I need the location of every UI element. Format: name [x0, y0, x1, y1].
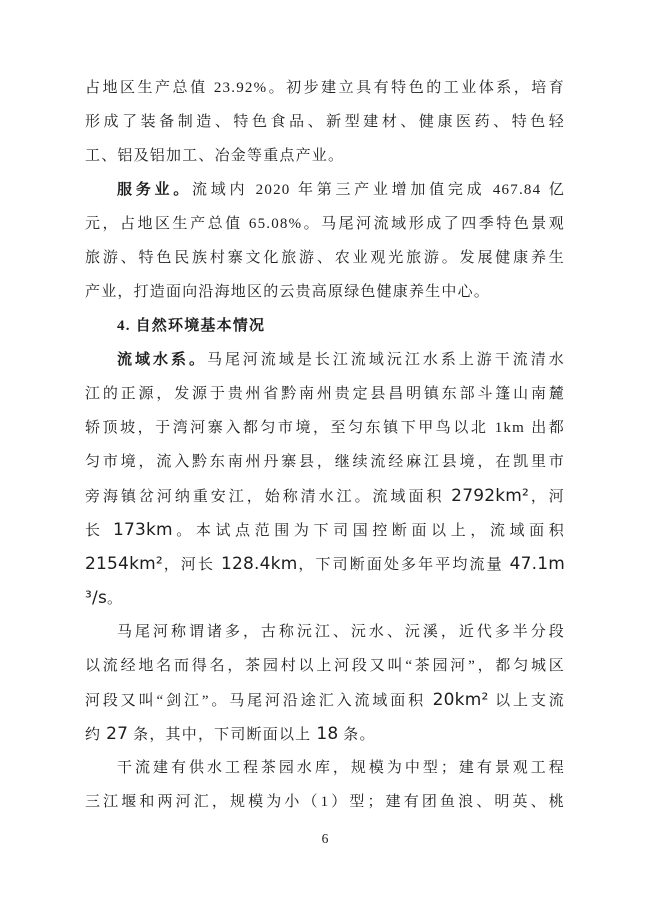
paragraph-body [85, 751, 565, 819]
text-line [85, 547, 565, 581]
text-run-normal: 马尾河流域是长江流域沅江水系上游干流清水 [206, 352, 565, 368]
text-run-normal: 以流经地名而得名，茶园村以上河段又叫“茶园河”，都匀城区 [85, 658, 565, 674]
text-run-bold: 流域水系。 [117, 352, 207, 368]
paragraph-body [85, 615, 565, 751]
paragraph-body [85, 173, 565, 309]
text-run-bold: 服务业。 [117, 182, 192, 198]
paragraph-body [85, 343, 565, 615]
text-line [85, 343, 565, 377]
text-line [85, 513, 565, 547]
text-line [85, 717, 565, 751]
text-run-normal: 长 [85, 523, 113, 539]
text-run-normal: 约 [85, 727, 107, 743]
text-run-normal: 产业，打造面向沿海地区的云贵高原绿色健康养生中心。 [85, 284, 491, 300]
text-run-normal: 条，其中，下司断面以上 [128, 727, 317, 743]
text-line [85, 683, 565, 717]
text-line [85, 445, 565, 479]
text-line [85, 377, 565, 411]
text-line [85, 649, 565, 683]
text-run-normal: ，河 [529, 489, 566, 505]
text-run-normal: 马尾河称谓诸多，古称沅江、沅水、沅溪，近代多半分段 [117, 624, 565, 640]
text-run-normal: 流域内 2020 年第三产业增加值完成 467.84 亿 [191, 182, 565, 198]
text-run-normal: ，河长 [162, 557, 221, 573]
text-line [85, 479, 565, 513]
text-run-normal: 工、铝及铝加工、冶金等重点产业。 [85, 148, 345, 164]
text-line [85, 581, 565, 615]
text-line [85, 785, 565, 819]
text-run-normal: 旁海镇岔河纳重安江，始称清水江。流域面积 [85, 489, 452, 505]
text-run-sans: 47.1m [509, 554, 565, 574]
text-line [85, 173, 565, 207]
text-line [85, 615, 565, 649]
text-run-sans: 2792km² [451, 486, 530, 506]
text-run-sans: ³/s [85, 588, 107, 608]
text-run-normal: 匀市境，流入黔东南州丹寨县，继续流经麻江县境，在凯里市 [85, 454, 565, 470]
text-line [85, 71, 565, 105]
text-run-sans: 128.4km [221, 554, 298, 574]
text-run-sans: 18 [316, 724, 339, 744]
text-run-normal: ，下司断面处多年平均流量 [297, 557, 510, 573]
text-run-normal: 三江堰和两河汇，规模为小（1）型；建有团鱼浪、明英、桃 [85, 794, 565, 810]
text-run-normal: 占地区生产总值 23.92%。初步建立具有特色的工业体系，培育 [85, 80, 565, 96]
text-line [85, 207, 565, 241]
text-line [85, 139, 565, 173]
text-line [85, 309, 565, 343]
text-run-sans: 173km [112, 520, 173, 540]
text-line [85, 411, 565, 445]
paragraph-body-continuation [85, 71, 565, 173]
text-run-normal: 江的正源，发源于贵州省黔南州贵定县昌明镇东部斗篷山南麓 [85, 386, 565, 402]
text-line [85, 751, 565, 785]
text-run-normal: 旅游、特色民族村寨文化旅游、农业观光旅游。发展健康养生 [85, 250, 565, 266]
text-line [85, 105, 565, 139]
text-line [85, 275, 565, 309]
text-run-normal: 轿顶坡，于湾河寨入都匀市境，至匀东镇下甲鸟以北 1km 出都 [85, 420, 565, 436]
text-line [85, 241, 565, 275]
text-run-normal: 条。 [338, 727, 376, 743]
paragraph-heading [85, 309, 565, 343]
text-run-sans: 2154km² [85, 554, 163, 574]
page-number-label: 6 [321, 831, 329, 846]
text-run-normal: 干流建有供水工程茶园水库，规模为中型；建有景观工程 [117, 760, 565, 776]
text-run-normal: 。 [107, 591, 124, 607]
text-run-normal: 以上支流 [488, 693, 565, 709]
text-run-normal: 元，占地区生产总值 65.08%。马尾河流域形成了四季特色景观 [85, 216, 565, 232]
text-run-normal: 。本试点范围为下司国控断面以上，流域面积 [172, 523, 565, 539]
document-body [85, 71, 565, 819]
text-run-sans: 20km² [432, 690, 489, 710]
text-run-normal: 形成了装备制造、特色食品、新型建材、健康医药、特色轻 [85, 114, 565, 130]
text-run-heading: 4. 自然环境基本情况 [117, 318, 266, 334]
text-run-normal: 河段又叫“剑江”。马尾河沿途汇入流域面积 [85, 693, 433, 709]
text-run-sans: 27 [106, 724, 129, 744]
